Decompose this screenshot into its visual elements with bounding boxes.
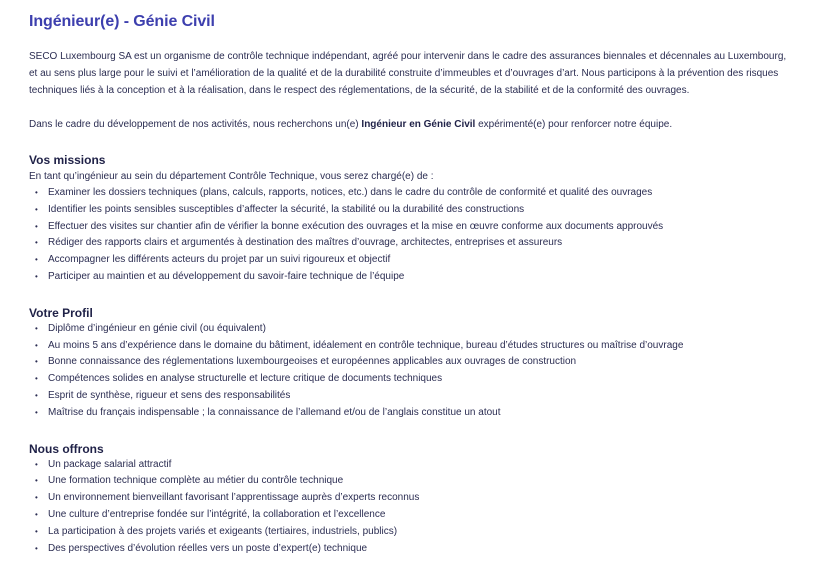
- missions-lead: En tant qu’ingénieur au sein du département Contrôle Technique, vous serez chargé(e) de :: [29, 171, 434, 182]
- list-item: • Des perspectives d’évolution réelles vers un poste d’expert(e) technique: [29, 541, 793, 558]
- profil-list: [29, 321, 793, 422]
- list-item: • Diplôme d’ingénieur en génie civil (ou équivalent): [29, 321, 793, 338]
- profil-section: [29, 305, 793, 422]
- offrons-list: [29, 457, 793, 558]
- lead-text-before: Dans le cadre du développement de nos activités, nous recherchons un(e): [29, 119, 362, 130]
- offrons-heading: Nous offrons: [29, 441, 104, 456]
- list-item: • Examiner les dossiers techniques (plans, calculs, rapports, notices, etc.) dans le cadre du contrôle de conformité et qualité des ouvrages: [29, 185, 793, 202]
- list-item: • Compétences solides en analyse structurelle et lecture critique de documents techniques: [29, 371, 793, 388]
- list-item: • Bonne connaissance des réglementations luxembourgeoises et européennes applicables aux ouvrages de construction: [29, 354, 793, 371]
- missions-heading: Vos missions: [29, 153, 106, 167]
- list-item: • Un package salarial attractif: [29, 457, 793, 474]
- list-item: • Participer au maintien et au développement du savoir-faire technique de l’équipe: [29, 269, 793, 286]
- list-item: • Rédiger des rapports clairs et argumentés à destination des maîtres d’ouvrage, architectes, entreprises et assureurs: [29, 235, 793, 252]
- list-item: • Esprit de synthèse, rigueur et sens des responsabilités: [29, 388, 793, 405]
- list-item: • Effectuer des visites sur chantier afin de vérifier la bonne exécution des ouvrages et la mise en œuvre conforme aux documents approuvés: [29, 219, 793, 236]
- list-item: • Une formation technique complète au métier du contrôle technique: [29, 473, 793, 490]
- missions-section: [29, 152, 793, 286]
- profil-heading: Votre Profil: [29, 305, 93, 320]
- list-item: • La participation à des projets variés et exigeants (tertiaires, industriels, publics): [29, 524, 793, 541]
- offrons-section: [29, 441, 793, 558]
- list-item: • Une culture d’entreprise fondée sur l’intégrité, la collaboration et l’excellence: [29, 507, 793, 524]
- missions-list: [29, 185, 793, 286]
- lead-paragraph: [29, 116, 793, 133]
- lead-text-after: expérimenté(e) pour renforcer notre équipe.: [475, 119, 673, 130]
- list-item: • Au moins 5 ans d’expérience dans le domaine du bâtiment, idéalement en contrôle technique, bureau d’études structures ou maîtrise d’ouvrage: [29, 338, 793, 355]
- intro-paragraph: SECO Luxembourg SA est un organisme de contrôle technique indépendant, agréé pour intervenir dans le cadre des assurances biennales et décennales au Luxembourg, et au sens plus large pour le suivi et l’amélioration de la qualité et de la durabilité construite d’immeubles et d’ouvrages d’art. Nous participons à la prévention des risques techniques liés à la conception et à la réalisation, dans le respect des réglementations, de la sécurité, de la stabilité et de la conformité des ouvrages.: [29, 51, 787, 96]
- list-item: • Un environnement bienveillant favorisant l’apprentissage auprès d’experts reconnus: [29, 490, 793, 507]
- lead-text-bold: Ingénieur en Génie Civil: [361, 119, 476, 130]
- list-item: • Identifier les points sensibles susceptibles d’affecter la sécurité, la stabilité ou la durabilité des constructions: [29, 202, 793, 219]
- page-title: Ingénieur(e) - Génie Civil: [29, 13, 215, 30]
- list-item: • Accompagner les différents acteurs du projet par un suivi rigoureux et objectif: [29, 252, 793, 269]
- list-item: • Maîtrise du français indispensable ; la connaissance de l’allemand et/ou de l’anglais constitue un atout: [29, 405, 793, 422]
